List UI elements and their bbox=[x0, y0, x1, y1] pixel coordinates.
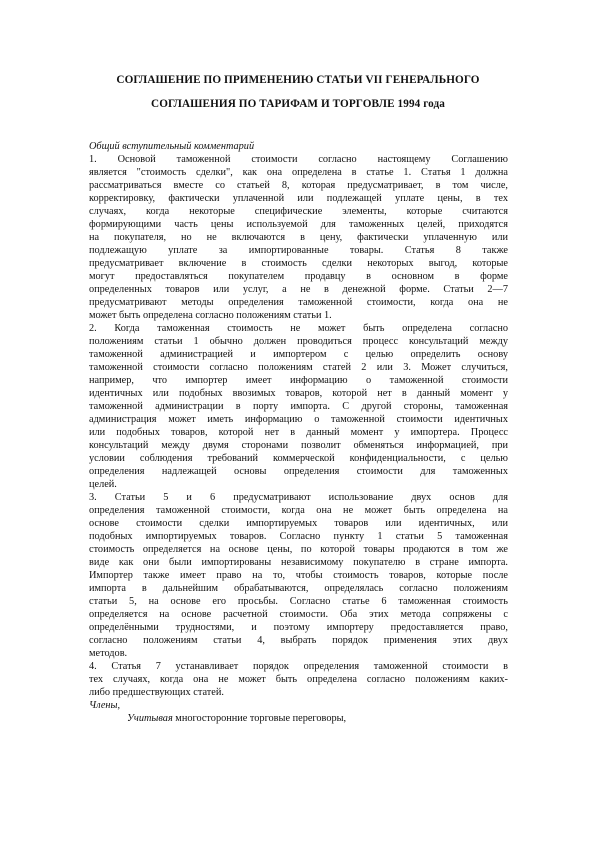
body-line: Импортер также имеет право на то, чтобы стоимость товаров, которые после bbox=[89, 570, 508, 581]
body-line: рассматриваться вместе со статьей 8, которая предусматривает, в том числе, bbox=[89, 180, 508, 191]
body-line: может быть определена согласно положениям статьи 1. bbox=[89, 310, 332, 321]
body-line: виде как они были импортированы независимому покупателю в стране импорта. bbox=[89, 557, 508, 568]
body-line: либо предшествующих статей. bbox=[89, 687, 224, 698]
body-line: таможенной администрации в порту импорта. С другой стороны, таможенная bbox=[89, 401, 508, 412]
closing-line bbox=[89, 712, 508, 725]
members-label: Члены, bbox=[89, 700, 121, 711]
body-line: тех случаях, когда она не может быть определена согласно положениям каких- bbox=[89, 674, 508, 685]
body-line: 2. Когда таможенная стоимость не может быть определена согласно bbox=[89, 323, 508, 334]
closing-text: многосторонние торговые переговоры, bbox=[172, 713, 347, 724]
body-line: или подобных товаров, которой нет в данный момент у импортера. Процесс bbox=[89, 427, 508, 438]
body-line: могут предоставляться покупателем продавцу в основном в форме bbox=[89, 271, 508, 282]
document-title-line-1: СОГЛАШЕНИЕ ПО ПРИМЕНЕНИЮ СТАТЬИ VII ГЕНЕРАЛЬНОГО bbox=[116, 74, 480, 86]
body-line: таможенной стоимости согласно положениям статей 2 или 3. Может случиться, bbox=[89, 362, 508, 373]
body-line: консультаций между двумя сторонами позволит обменяться информацией, при bbox=[89, 440, 508, 451]
body-line: определения надлежащей основы определения стоимости для таможенных bbox=[89, 466, 508, 477]
body-line: администрация может иметь информацию о таможенной стоимости идентичных bbox=[89, 414, 508, 425]
body-line: согласно положениям статьи 4, выбрать порядок применения этих двух bbox=[89, 635, 508, 646]
body-line: таможенной администрацией и импортером с целью определить основу bbox=[89, 349, 508, 360]
intro-heading: Общий вступительный комментарий bbox=[89, 141, 255, 152]
body-line: подобных импортируемых товаров. Согласно пункту 1 статьи 5 таможенная bbox=[89, 531, 508, 542]
body-line: предусматривает включение в стоимость сделки некоторых выгод, которые bbox=[89, 258, 508, 269]
body-line: является "стоимость сделки", как она определена в статье 1. Статья 1 должна bbox=[89, 167, 508, 178]
body-line: целей. bbox=[89, 479, 117, 490]
body-line: 1. Основой таможенной стоимости согласно настоящему Соглашению bbox=[89, 154, 508, 165]
body-line: определяется на основе расчетной стоимости. Оба этих метода сопряжены с bbox=[89, 609, 508, 620]
body-line: например, что импортер имеет информацию о таможенной стоимости bbox=[89, 375, 508, 386]
body-line: корректировку, фактически уплаченной или подлежащей уплате цены, в тех bbox=[89, 193, 508, 204]
body-line: на покупателя, но не включаются в цену, фактически уплаченную или bbox=[89, 232, 508, 243]
body-line: положениям статьи 1 обычно должен проводиться процесс консультаций между bbox=[89, 336, 508, 347]
body-line: статьи 5, на основе его просьбы. Согласно статье 6 таможенная стоимость bbox=[89, 596, 508, 607]
body-line: 3. Статьи 5 и 6 предусматривают использование двух основ для bbox=[89, 492, 508, 503]
document-title-line-2: СОГЛАШЕНИЯ ПО ТАРИФАМ И ТОРГОВЛЕ 1994 года bbox=[151, 98, 445, 110]
body-line: предусматривают методы определения таможенной стоимости, когда она не bbox=[89, 297, 508, 308]
body-line: основе стоимости сделки импортируемых товаров или идентичных, или bbox=[89, 518, 508, 529]
body-line: условии соблюдения требований коммерческой конфиденциальности, с целью bbox=[89, 453, 508, 464]
body-line: стоимость определяется на основе цены, по которой товары продаются в том же bbox=[89, 544, 508, 555]
document-body bbox=[89, 140, 508, 725]
body-line: определенных товаров или услуг, а не в денежной форме. Статьи 2—7 bbox=[89, 284, 508, 295]
body-line: 4. Статья 7 устанавливает порядок определения таможенной стоимости в bbox=[89, 661, 508, 672]
body-line: подлежащую уплате за импортированные товары. Статья 8 также bbox=[89, 245, 508, 256]
body-paragraphs bbox=[89, 153, 508, 699]
body-line: определёнными трудностями, и поэтому импортеру предоставляется право, bbox=[89, 622, 508, 633]
body-line: определения таможенной стоимости, когда она не может быть определена на bbox=[89, 505, 508, 516]
body-line: идентичных или подобных ввозимых товаров, которой нет в данный момент у bbox=[89, 388, 508, 399]
body-line: случаях, когда некоторые специфические элементы, которые считаются bbox=[89, 206, 508, 217]
body-line: импорта в дальнейшим обрабатываются, определялась согласно положениям bbox=[89, 583, 508, 594]
closing-italic-word: Учитывая bbox=[127, 713, 173, 724]
body-line: формирующими часть цены используемой для таможенных целей, приходятся bbox=[89, 219, 508, 230]
body-line: методов. bbox=[89, 648, 128, 659]
